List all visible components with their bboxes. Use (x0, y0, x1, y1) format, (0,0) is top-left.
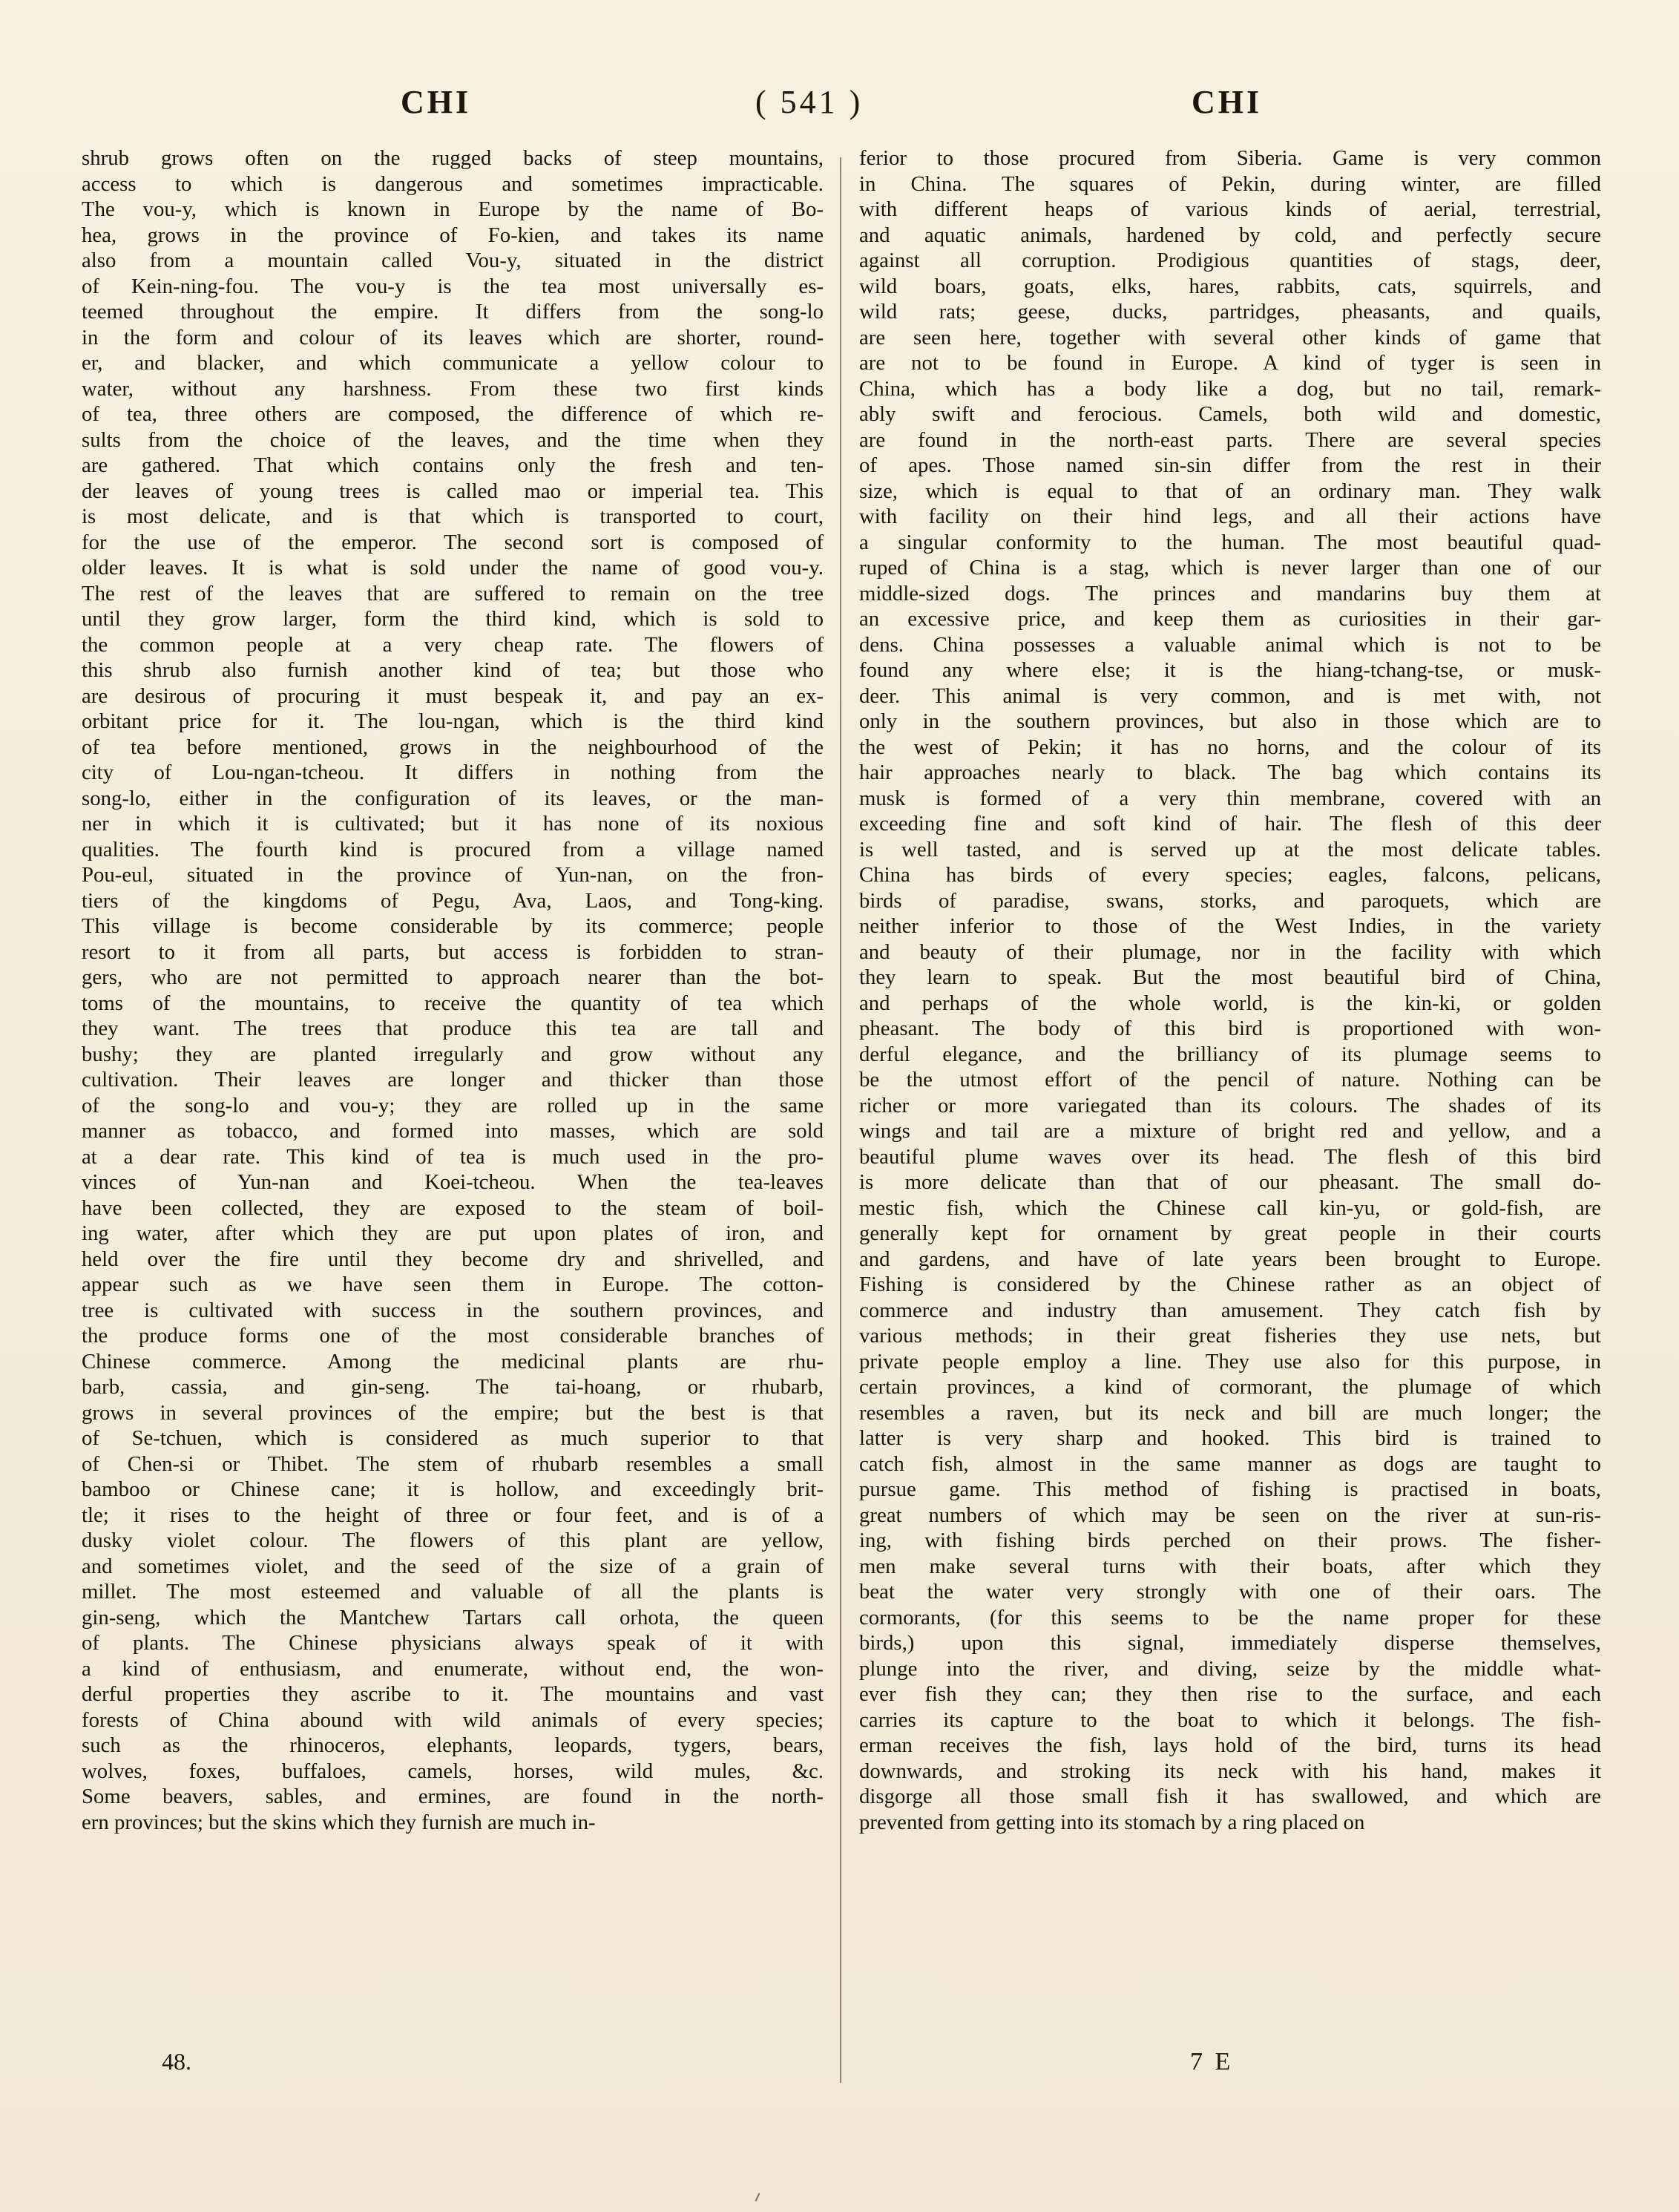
text-line: they learn to speak. But the most beautiful bird of China, (859, 965, 1601, 989)
text-line: with different heaps of various kinds of aerial, terrestrial, (859, 197, 1601, 221)
text-line: of Chen-si or Thibet. The stem of rhubarb resembles a small (82, 1451, 824, 1476)
text-line: is well tasted, and is served up at the most delicate tables. (859, 837, 1601, 862)
text-line: pursue game. This method of fishing is practised in boats, (859, 1477, 1601, 1501)
text-line: at a dear rate. This kind of tea is much used in the pro- (82, 1144, 824, 1169)
text-line: ern provinces; but the skins which they furnish are much in- (82, 1810, 596, 1834)
text-line: a singular conformity to the human. The most beautiful quad- (859, 530, 1601, 554)
text-line: great numbers of which may be seen on the river at sun-ris- (859, 1503, 1601, 1527)
text-line: against all corruption. Prodigious quantities of stags, deer, (859, 249, 1601, 272)
text-line: be the utmost effort of the pencil of nature. Nothing can be (859, 1068, 1601, 1092)
text-line: for the use of the emperor. The second sort is composed of (82, 530, 824, 554)
text-line: orbitant price for it. The lou-ngan, which is the third kind (82, 709, 824, 733)
text-line: are seen here, together with several other kinds of game that (859, 325, 1601, 349)
text-line: This village is become considerable by its commerce; people (82, 914, 824, 938)
text-line: various methods; in their great fisheries they use nets, but (859, 1324, 1601, 1348)
text-line: private people employ a line. They use also for this purpose, in (859, 1349, 1601, 1374)
text-line: ing water, after which they are put upon plates of iron, and (82, 1221, 824, 1245)
text-line: deer. This animal is very common, and is met with, not (859, 683, 1601, 708)
text-line: prevented from getting into its stomach by a ring placed on (859, 1810, 1365, 1834)
text-line: the common people at a very cheap rate. The flowers of (82, 632, 824, 657)
text-line: ever fish they can; they then rise to the surface, and each (859, 1682, 1601, 1706)
text-line: of tea, three others are composed, the difference of which re- (82, 402, 824, 426)
text-line: shrub grows often on the rugged backs of steep mountains, (82, 146, 824, 170)
text-line: size, which is equal to that of an ordinary man. They walk (859, 479, 1601, 503)
text-line: song-lo, either in the configuration of its leaves, or the man- (82, 786, 824, 810)
text-line: of plants. The Chinese physicians always speak of it with (82, 1631, 824, 1655)
text-line: barb, cassia, and gin-seng. The tai-hoang, or rhubarb, (82, 1375, 824, 1399)
text-line: China has birds of every species; eagles, falcons, pelicans, (859, 863, 1601, 887)
text-line: toms of the mountains, to receive the quantity of tea which (82, 991, 824, 1015)
text-line: tle; it rises to the height of three or four feet, and is of a (82, 1503, 824, 1527)
text-line: catch fish, almost in the same manner as dogs are taught to (859, 1451, 1601, 1476)
text-line: water, without any harshness. From these two first kinds (82, 376, 824, 401)
text-line: neither inferior to those of the West Indies, in the variety (859, 914, 1601, 938)
text-line: beautiful plume waves over its head. The flesh of this bird (859, 1144, 1601, 1169)
text-line: the produce forms one of the most considerable branches of (82, 1324, 824, 1348)
text-line: of the song-lo and vou-y; they are rolled up in the same (82, 1093, 824, 1118)
text-line: ner in which it is cultivated; but it has none of its noxious (82, 812, 824, 836)
text-line: downwards, and stroking its neck with his hand, makes it (859, 1759, 1601, 1783)
text-line: musk is formed of a very thin membrane, covered with an (859, 786, 1601, 810)
page-number: ( 541 ) (755, 84, 864, 120)
text-line: commerce and industry than amusement. They catch fish by (859, 1298, 1601, 1322)
text-line: gers, who are not permitted to approach nearer than the bot- (82, 965, 824, 989)
running-head-right: CHI (1192, 84, 1263, 120)
text-line: disgorge all those small fish it has swallowed, and which are (859, 1785, 1601, 1808)
text-line: middle-sized dogs. The princes and mandarins buy them at (859, 581, 1601, 605)
text-line: is more delicate than that of our pheasant. The small do- (859, 1170, 1601, 1194)
text-line: wolves, foxes, buffaloes, camels, horses, wild mules, &c. (82, 1759, 824, 1783)
text-line: tree is cultivated with success in the southern provinces, and (82, 1298, 824, 1322)
text-line: older leaves. It is what is sold under the name of good vou-y. (82, 556, 824, 580)
text-line: ably swift and ferocious. Camels, both wild and domestic, (859, 402, 1601, 426)
text-line: er, and blacker, and which communicate a yellow colour to (82, 351, 824, 375)
text-line: Chinese commerce. Among the medicinal plants are rhu- (82, 1349, 824, 1374)
text-line: birds,) upon this signal, immediately disperse themselves, (859, 1631, 1601, 1655)
text-line: they want. The trees that produce this tea are tall and (82, 1017, 824, 1040)
text-line: resort to it from all parts, but access is forbidden to stran- (82, 939, 824, 964)
gathering-mark: 7 E (1190, 2048, 1234, 2075)
text-line: hair approaches nearly to black. The bag which contains its (859, 761, 1601, 784)
text-line: pheasant. The body of this bird is proportioned with won- (859, 1017, 1601, 1040)
text-line: birds of paradise, swans, storks, and paroquets, which are (859, 888, 1601, 913)
text-line: held over the fire until they become dry and shrivelled, and (82, 1247, 824, 1271)
text-line: manner as tobacco, and formed into masses, which are sold (82, 1119, 824, 1143)
text-line: forests of China abound with wild animals of every species; (82, 1707, 824, 1732)
text-line: cormorants, (for this seems to be the name proper for these (859, 1605, 1601, 1630)
text-line: are desirous of procuring it must bespeak it, and pay an ex- (82, 683, 824, 708)
text-line: city of Lou-ngan-tcheou. It differs in nothing from the (82, 761, 824, 784)
text-line: an excessive price, and keep them as curiosities in their gar- (859, 607, 1601, 631)
right-column (859, 145, 1601, 1835)
text-line: wild rats; geese, ducks, partridges, pheasants, and quails, (859, 300, 1601, 324)
text-line: ing, with fishing birds perched on their prows. The fisher- (859, 1529, 1601, 1552)
text-line: appear such as we have seen them in Europe. The cotton- (82, 1273, 824, 1296)
text-line: are found in the north-east parts. There are several species (859, 427, 1601, 452)
text-line: ruped of China is a stag, which is never larger than one of our (859, 556, 1601, 580)
text-line: carries its capture to the boat to which it belongs. The fish- (859, 1707, 1601, 1732)
running-head-left: CHI (401, 84, 472, 120)
signature-mark: 48. (162, 2048, 191, 2075)
text-line: ferior to those procured from Siberia. Game is very common (859, 146, 1601, 170)
text-line: richer or more variegated than its colours. The shades of its (859, 1093, 1601, 1118)
text-line: grows in several provinces of the empire; but the best is that (82, 1400, 824, 1425)
text-line: millet. The most esteemed and valuable of all the plants is (82, 1580, 824, 1604)
text-line: this shrub also furnish another kind of tea; but those who (82, 658, 824, 682)
text-line: exceeding fine and soft kind of hair. The flesh of this deer (859, 812, 1601, 836)
text-line: Some beavers, sables, and ermines, are found in the north- (82, 1785, 824, 1808)
text-line: hea, grows in the province of Fo-kien, and takes its name (82, 223, 824, 247)
text-line: der leaves of young trees is called mao or imperial tea. This (82, 479, 824, 503)
text-line: are not to be found in Europe. A kind of tyger is seen in (859, 351, 1601, 375)
paper-speck (755, 2193, 760, 2202)
text-line: have been collected, they are exposed to the steam of boil- (82, 1195, 824, 1220)
text-line: the west of Pekin; it has no horns, and the colour of its (859, 735, 1601, 759)
text-line: qualities. The fourth kind is procured from a village named (82, 837, 824, 862)
text-line: sults from the choice of the leaves, and the time when they (82, 427, 824, 452)
text-line: plunge into the river, and diving, seize by the middle what- (859, 1656, 1601, 1681)
text-line: bamboo or Chinese cane; it is hollow, and exceedingly brit- (82, 1477, 824, 1501)
text-line: are gathered. That which contains only the fresh and ten- (82, 453, 824, 477)
text-line: bushy; they are planted irregularly and grow without any (82, 1042, 824, 1066)
text-line: beat the water very strongly with one of their oars. The (859, 1580, 1601, 1604)
text-line: dens. China possesses a valuable animal which is not to be (859, 632, 1601, 657)
text-line: resembles a raven, but its neck and bill are much longer; the (859, 1400, 1601, 1425)
text-line: erman receives the fish, lays hold of the bird, turns its head (859, 1733, 1601, 1757)
text-line: mestic fish, which the Chinese call kin-yu, or gold-fish, are (859, 1195, 1601, 1220)
text-line: in China. The squares of Pekin, during winter, are filled (859, 171, 1601, 196)
text-line: also from a mountain called Vou-y, situated in the district (82, 249, 824, 272)
text-line: gin-seng, which the Mantchew Tartars call orhota, the queen (82, 1605, 824, 1630)
text-line: derful elegance, and the brilliancy of its plumage seems to (859, 1042, 1601, 1066)
text-line: derful properties they ascribe to it. The mountains and vast (82, 1682, 824, 1706)
text-line: generally kept for ornament by great people in their courts (859, 1221, 1601, 1245)
text-line: in the form and colour of its leaves which are shorter, round- (82, 325, 824, 349)
text-line: of tea before mentioned, grows in the neighbourhood of the (82, 735, 824, 759)
text-line: such as the rhinoceros, elephants, leopards, tygers, bears, (82, 1733, 824, 1757)
text-line: with facility on their hind legs, and all their actions have (859, 505, 1601, 528)
text-line: dusky violet colour. The flowers of this plant are yellow, (82, 1529, 824, 1552)
text-line: of Se-tchuen, which is considered as much superior to that (82, 1426, 824, 1450)
text-line: wings and tail are a mixture of bright red and yellow, and a (859, 1119, 1601, 1143)
text-line: a kind of enthusiasm, and enumerate, without end, the won- (82, 1656, 824, 1681)
text-line: The rest of the leaves that are suffered to remain on the tree (82, 581, 824, 605)
text-line: only in the southern provinces, but also in those which are to (859, 709, 1601, 733)
column-divider (840, 157, 841, 2083)
text-line: wild boars, goats, elks, hares, rabbits, cats, squirrels, and (859, 274, 1601, 298)
text-line: of apes. Those named sin-sin differ from the rest in their (859, 453, 1601, 477)
text-line: and aquatic animals, hardened by cold, and perfectly secure (859, 223, 1601, 247)
text-line: and perhaps of the whole world, is the kin-ki, or golden (859, 991, 1601, 1015)
text-line: China, which has a body like a dog, but no tail, remark- (859, 376, 1601, 401)
text-line: and sometimes violet, and the seed of the size of a grain of (82, 1554, 824, 1578)
text-line: vinces of Yun-nan and Koei-tcheou. When the tea-leaves (82, 1170, 824, 1194)
text-line: until they grow larger, form the third kind, which is sold to (82, 607, 824, 631)
text-line: certain provinces, a kind of cormorant, the plumage of which (859, 1375, 1601, 1399)
text-line: of Kein-ning-fou. The vou-y is the tea most universally es- (82, 274, 824, 298)
text-line: access to which is dangerous and sometimes impracticable. (82, 171, 824, 196)
text-line: tiers of the kingdoms of Pegu, Ava, Laos, and Tong-king. (82, 888, 824, 913)
text-line: is most delicate, and is that which is transported to court, (82, 505, 824, 528)
text-line: latter is very sharp and hooked. This bird is trained to (859, 1426, 1601, 1450)
text-line: cultivation. Their leaves are longer and thicker than those (82, 1068, 824, 1092)
text-line: men make several turns with their boats, after which they (859, 1554, 1601, 1578)
text-line: teemed throughout the empire. It differs from the song-lo (82, 300, 824, 324)
text-line: Fishing is considered by the Chinese rather as an object of (859, 1273, 1601, 1296)
text-line: Pou-eul, situated in the province of Yun-nan, on the fron- (82, 863, 824, 887)
text-line: The vou-y, which is known in Europe by the name of Bo- (82, 197, 824, 221)
text-line: and gardens, and have of late years been brought to Europe. (859, 1247, 1601, 1271)
left-column (82, 145, 824, 1835)
text-line: and beauty of their plumage, nor in the facility with which (859, 939, 1601, 964)
text-line: found any where else; it is the hiang-tchang-tse, or musk- (859, 658, 1601, 682)
